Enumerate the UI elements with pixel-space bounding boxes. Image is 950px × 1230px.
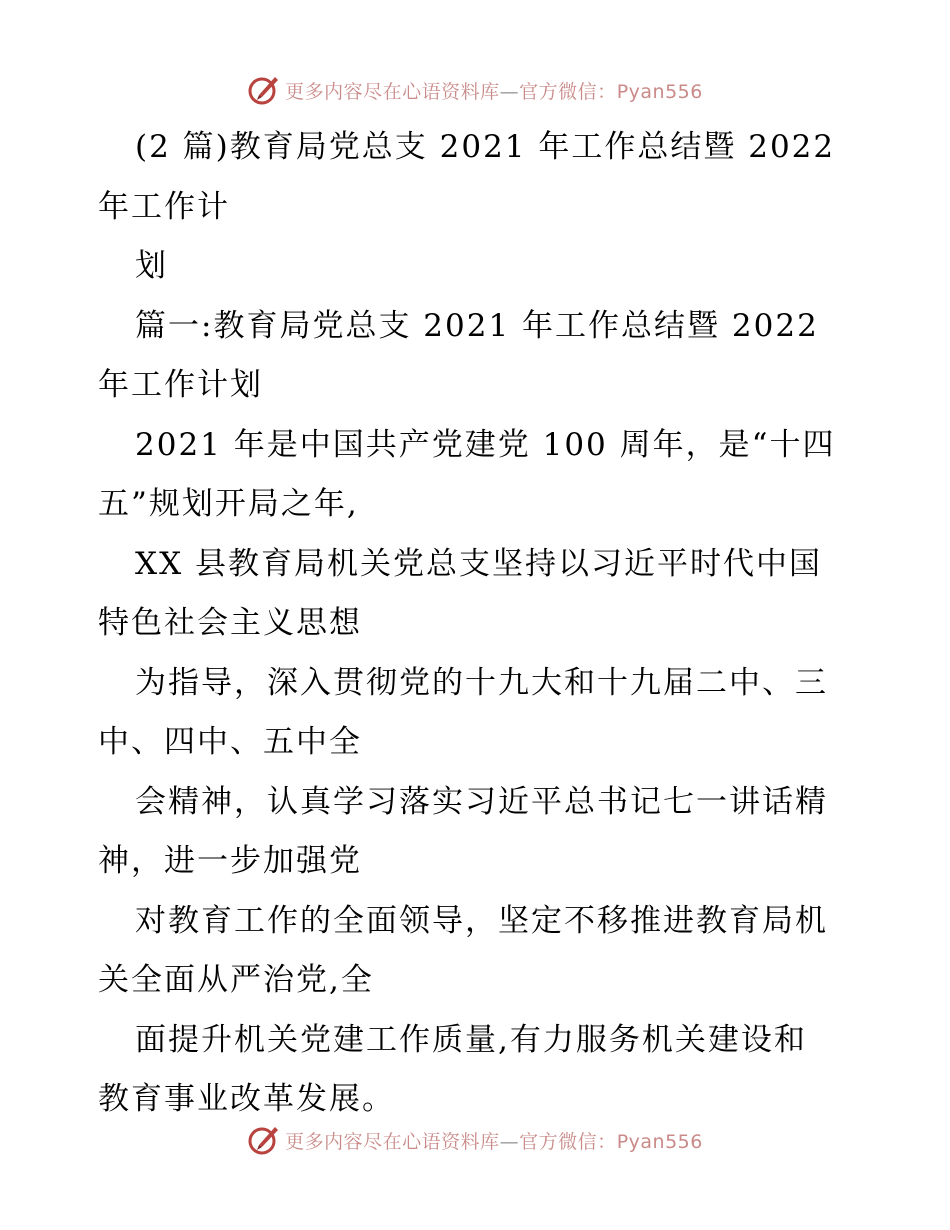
doc-line-paragraph: 中、四中、五中全 — [98, 724, 362, 760]
header-site-name: 更多内容尽在心语资料库 — [285, 80, 500, 103]
doc-line-paragraph: 对教育工作的全面领导，坚定不移推进教育局机 — [135, 902, 828, 939]
footer-site-name: 更多内容尽在心语资料库 — [285, 1130, 500, 1153]
quill-pen-circle-icon — [247, 1123, 281, 1157]
footer-separator: — — [499, 1130, 520, 1153]
header-wechat-label: 官方微信： — [519, 80, 617, 103]
header-banner-text — [285, 77, 703, 104]
doc-line-paragraph: 特色社会主义思想 — [98, 605, 362, 641]
footer-wechat-label: 官方微信： — [519, 1130, 617, 1153]
header-wechat-id: Pyan556 — [616, 80, 703, 103]
header-separator: — — [499, 80, 520, 103]
footer-banner-text — [285, 1127, 703, 1154]
doc-line-paragraph: XX 县教育局机关党总支坚持以习近平时代中国 — [135, 545, 822, 582]
doc-line-section-heading-1: 篇一:教育局党总支 2021 年工作总结暨 2022 — [135, 307, 819, 344]
document-body — [98, 118, 858, 1130]
doc-line-title-2: 年工作计 — [98, 188, 230, 225]
doc-line-paragraph: 2021 年是中国共产党建党 100 周年，是“十四 — [135, 426, 836, 463]
footer-wechat-id: Pyan556 — [616, 1130, 703, 1153]
header-banner — [0, 70, 950, 110]
doc-line-title-1: (2 篇)教育局党总支 2021 年工作总结暨 2022 — [135, 129, 836, 165]
doc-line-paragraph: 会精神，认真学习落实习近平总书记七一讲话精 — [135, 783, 828, 820]
doc-line-title-3: 划 — [135, 248, 168, 284]
quill-pen-circle-icon — [247, 73, 281, 107]
doc-line-paragraph: 神，进一步加强党 — [98, 843, 362, 879]
footer-banner — [0, 1120, 950, 1160]
doc-line-paragraph: 面提升机关党建工作质量,有力服务机关建设和 — [135, 1021, 807, 1058]
doc-line-paragraph: 关全面从严治党,全 — [98, 962, 374, 998]
doc-line-section-heading-2: 年工作计划 — [98, 367, 263, 403]
doc-line-paragraph: 五”规划开局之年, — [98, 486, 359, 522]
doc-line-paragraph: 为指导，深入贯彻党的十九大和十九届二中、三 — [135, 664, 828, 701]
doc-line-paragraph: 教育事业改革发展。 — [98, 1081, 395, 1117]
